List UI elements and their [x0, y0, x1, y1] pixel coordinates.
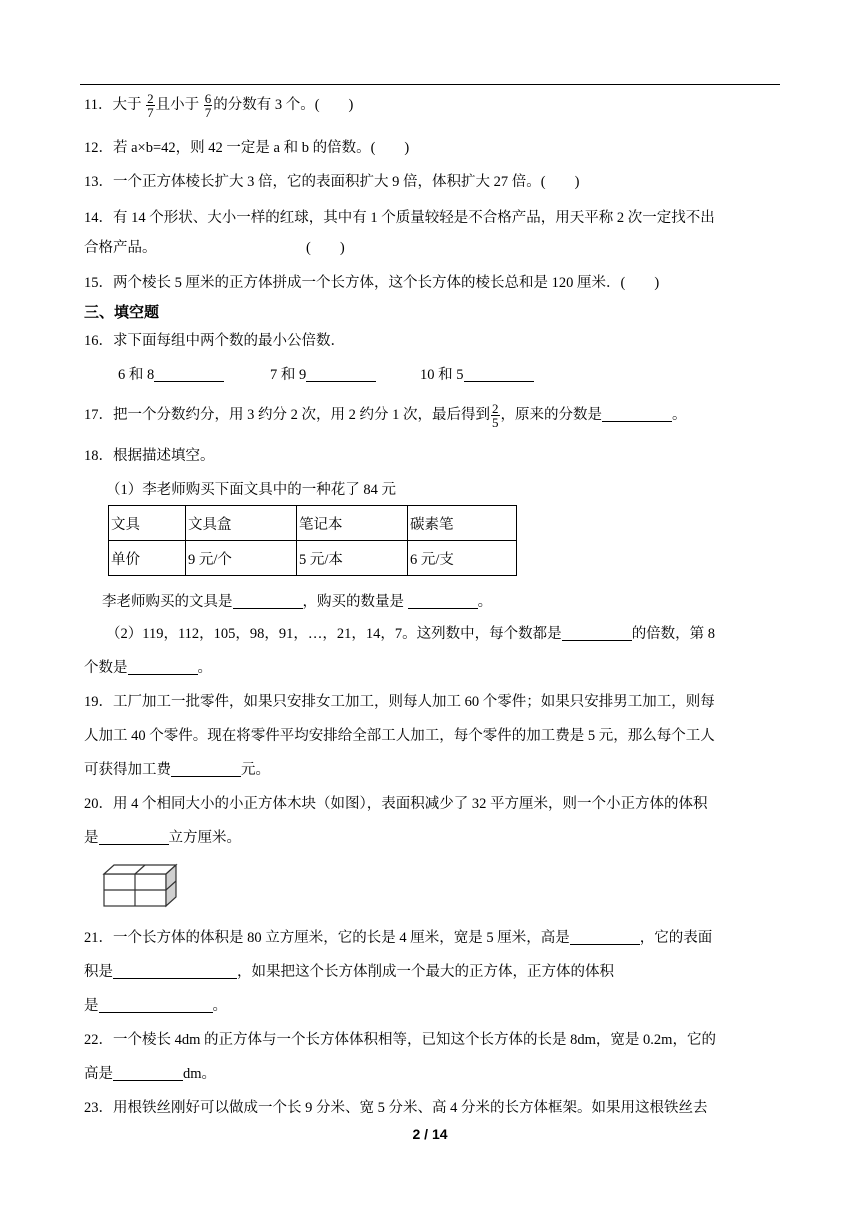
cube-blocks-figure — [100, 862, 180, 910]
table-cell: 文具 — [109, 506, 186, 541]
table-cell: 文具盒 — [186, 506, 297, 541]
question-13: 13．一个正方体棱长扩大 3 倍，它的表面积扩大 9 倍，体积扩大 27 倍。( ) — [84, 174, 580, 190]
question-21-line1: 21．一个长方体的体积是 80 立方厘米，它的长是 4 厘米，宽是 5 厘米，高是 ，它的表面 — [84, 930, 713, 946]
question-19-line3: 可获得加工费 元。 — [84, 762, 270, 778]
table-cell: 碳素笔 — [408, 506, 517, 541]
question-20-line1: 20．用 4 个相同大小的小正方体木块（如图），表面积减少了 32 平方厘米，则一个小正方体的体积 — [84, 796, 708, 812]
question-21-line3: 是 。 — [84, 998, 227, 1014]
question-18-part2: （2）119，112，105，98，91，…，21，14，7。这列数中，每个数都是 的倍数，第 8 — [106, 626, 716, 642]
question-17: 17．把一个分数约分，用 3 约分 2 次，用 2 约分 1 次，最后得到 $\frac{2}{5}$ ，原来的分数是 。 — [84, 401, 687, 430]
question-18-part1: （1）李老师购买下面文具中的一种花了 84 元 — [106, 482, 396, 498]
table-cell: 单价 — [109, 541, 186, 576]
table-cell: 笔记本 — [297, 506, 408, 541]
section-heading: 三、填空题 — [84, 303, 160, 321]
table-row — [109, 541, 517, 576]
fraction: $\frac{2}{5}$ — [492, 401, 499, 430]
table-cell: 6 元/支 — [408, 541, 517, 576]
question-20-line2: 是 立方厘米。 — [84, 830, 241, 846]
question-11: 11．大于 $\frac{2}{7}$ 且小于 $\frac{6}{7}$ 的分数有 3 个。( ) — [84, 91, 354, 120]
fraction: $\frac{2}{7}$ — [147, 91, 154, 120]
question-19-line1: 19．工厂加工一批零件，如果只安排女工加工，则每人加工 60 个零件；如果只安排男工加工，则每 — [84, 694, 715, 710]
question-14-line2: 合格产品。 ( ) — [84, 240, 345, 256]
question-18-part2-line2: 个数是 。 — [84, 660, 212, 676]
fraction: $\frac{6}{7}$ — [204, 91, 212, 120]
question-19-line2: 人加工 40 个零件。现在将零件平均安排给全部工人加工，每个零件的加工费是 5 元，那么每个工人 — [84, 728, 715, 744]
question-21-line2: 积是 ，如果把这个长方体削成一个最大的正方体，正方体的体积 — [84, 964, 614, 980]
question-22-line2: 高是 dm。 — [84, 1066, 217, 1082]
question-23: 23．用根铁丝刚好可以做成一个长 9 分米、宽 5 分米、高 4 分米的长方体框架。如果用这根铁丝去 — [84, 1100, 708, 1116]
question-22-line1: 22．一个棱长 4dm 的正方体与一个长方体体积相等，已知这个长方体的长是 8dm，宽是 0.2m，它的 — [84, 1032, 716, 1048]
question-12: 12．若 a×b=42，则 42 一定是 a 和 b 的倍数。( ) — [84, 140, 410, 156]
table-row — [109, 506, 517, 541]
table-cell: 5 元/本 — [297, 541, 408, 576]
table-cell: 9 元/个 — [186, 541, 297, 576]
question-18-part1-answer: 李老师购买的文具是 ，购买的数量是 。 — [102, 594, 493, 610]
question-15: 15．两个棱长 5 厘米的正方体拼成一个长方体，这个长方体的棱长总和是 120 厘米．( ) — [84, 275, 660, 291]
page-number: 2 / 14 — [412, 1126, 448, 1142]
question-14-line1: 14．有 14 个形状、大小一样的红球，其中有 1 个质量较轻是不合格产品，用天平称 2 次一定找不出 — [84, 210, 715, 226]
question-18: 18．根据描述填空。 — [84, 448, 215, 464]
price-table — [108, 505, 517, 576]
header-rule — [80, 84, 780, 85]
question-16: 16．求下面每组中两个数的最小公倍数． — [84, 333, 345, 349]
